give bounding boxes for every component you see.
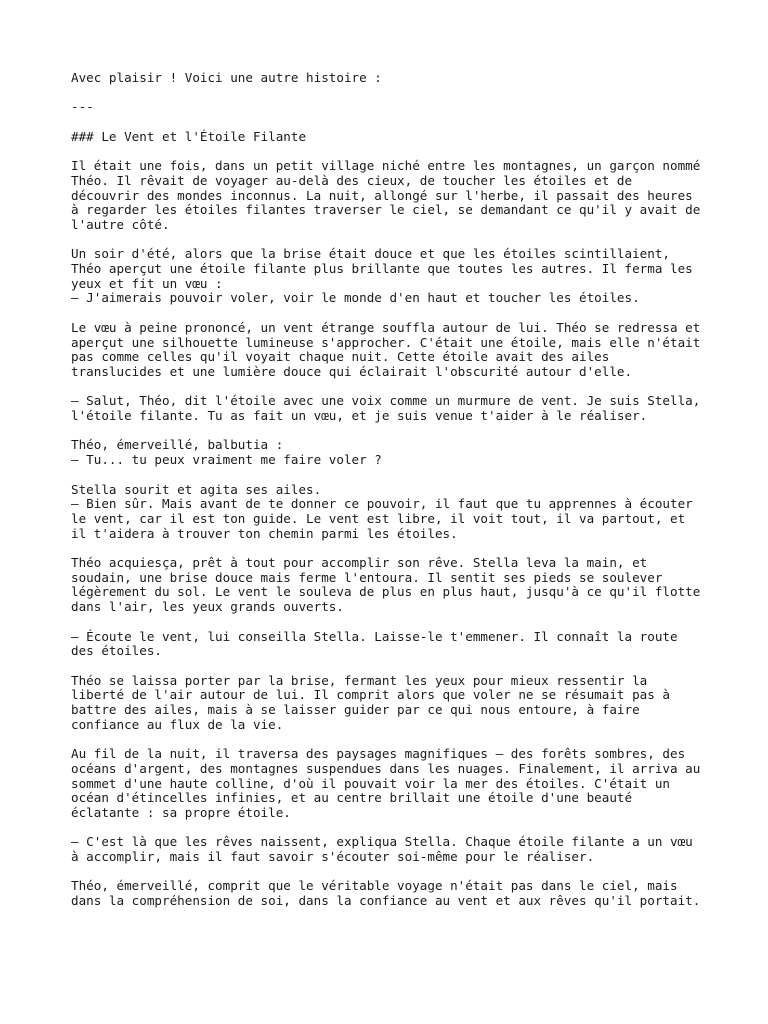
text-line: sommet d'une haute colline, d'où il pouvait voir la mer des étoiles. C'était un <box>71 775 670 791</box>
paragraph <box>71 556 731 615</box>
text-line: Théo aperçut une étoile filante plus brillante que toutes les autres. Il ferma les <box>71 261 693 277</box>
text-line: dans l'air, les yeux grands ouverts. <box>71 599 344 615</box>
text-line: à regarder les étoiles filantes traverser le ciel, se demandant ce qu'il y avait de <box>71 202 701 218</box>
text-line: il t'aidera à trouver ton chemin parmi les étoiles. <box>71 525 458 541</box>
paragraph <box>71 159 731 233</box>
text-line: éclatante : sa propre étoile. <box>71 804 291 820</box>
paragraph <box>71 394 731 423</box>
paragraph <box>71 438 731 467</box>
text-line: des étoiles. <box>71 643 162 659</box>
text-line: soudain, une brise douce mais ferme l'entoura. Il sentit ses pieds se soulever <box>71 569 663 585</box>
text-line: aperçut une silhouette lumineuse s'approcher. C'était une étoile, mais elle n'était <box>71 334 701 350</box>
paragraph <box>71 747 731 821</box>
text-line: – Bien sûr. Mais avant de te donner ce pouvoir, il faut que tu apprennes à écouter <box>71 496 693 512</box>
text-line: océan d'étincelles infinies, et au centre brillait une étoile d'une beauté <box>71 790 633 806</box>
text-line: ### Le Vent et l'Étoile Filante <box>71 128 307 144</box>
text-line: le vent, car il est ton guide. Le vent est libre, il voit tout, il va partout, et <box>71 510 686 526</box>
text-line: Il était une fois, dans un petit village niché entre les montagnes, un garçon nommé <box>71 158 701 174</box>
paragraph <box>71 321 731 380</box>
paragraph <box>71 835 731 864</box>
text-line: Théo se laissa porter par la brise, fermant les yeux pour mieux ressentir la <box>71 672 648 688</box>
text-line: --- <box>71 99 94 115</box>
text-line: découvrir des mondes inconnus. La nuit, allongé sur l'herbe, il passait des heures <box>71 187 693 203</box>
text-line: l'autre côté. <box>71 216 170 232</box>
text-line: Un soir d'été, alors que la brise était douce et que les étoiles scintillaient, <box>71 246 670 262</box>
paragraph <box>71 674 731 733</box>
text-line: légèrement du sol. Le vent le souleva de plus en plus haut, jusqu'à ce qu'il flotte <box>71 584 701 600</box>
paragraph <box>71 100 731 115</box>
text-line: – C'est là que les rêves naissent, expliqua Stella. Chaque étoile filante a un vœu <box>71 834 693 850</box>
text-line: – J'aimerais pouvoir voler, voir le monde d'en haut et toucher les étoiles. <box>71 290 640 306</box>
text-line: l'étoile filante. Tu as fait un vœu, et je suis venue t'aider à le réaliser. <box>71 408 648 424</box>
text-line: battre des ailes, mais à se laisser guider par ce qui nous entoure, à faire <box>71 702 640 718</box>
text-line: Théo. Il rêvait de voyager au-delà des cieux, de toucher les étoiles et de <box>71 172 633 188</box>
text-line: – Tu... tu peux vraiment me faire voler ? <box>71 452 382 468</box>
document-page <box>71 71 731 924</box>
text-line: dans la compréhension de soi, dans la confiance au vent et aux rêves qu'il portait. <box>71 893 701 909</box>
text-line: pas comme celles qu'il voyait chaque nuit. Cette étoile avait des ailes <box>71 349 610 365</box>
text-line: – Écoute le vent, lui conseilla Stella. Laisse-le t'emmener. Il connaît la route <box>71 628 678 644</box>
document-body <box>71 71 731 909</box>
paragraph <box>71 130 731 145</box>
paragraph <box>71 71 731 86</box>
text-line: yeux et fit un vœu : <box>71 275 223 291</box>
text-line: liberté de l'air autour de lui. Il comprit alors que voler ne se résumait pas à <box>71 687 670 703</box>
text-line: translucides et une lumière douce qui éclairait l'obscurité autour d'elle. <box>71 363 633 379</box>
paragraph <box>71 630 731 659</box>
text-line: Le vœu à peine prononcé, un vent étrange souffla autour de lui. Théo se redressa et <box>71 319 701 335</box>
paragraph <box>71 483 731 542</box>
paragraph <box>71 247 731 306</box>
text-line: Avec plaisir ! Voici une autre histoire : <box>71 70 382 85</box>
text-line: confiance au flux de la vie. <box>71 716 284 732</box>
text-line: à accomplir, mais il faut savoir s'écouter soi-même pour le réaliser. <box>71 849 595 865</box>
text-line: Au fil de la nuit, il traversa des paysages magnifiques – des forêts sombres, des <box>71 746 686 762</box>
text-line: Théo, émerveillé, comprit que le véritable voyage n'était pas dans le ciel, mais <box>71 878 678 894</box>
text-line: Théo acquiesça, prêt à tout pour accomplir son rêve. Stella leva la main, et <box>71 555 648 571</box>
text-line: Théo, émerveillé, balbutia : <box>71 437 284 453</box>
text-line: océans d'argent, des montagnes suspendues dans les nuages. Finalement, il arriva au <box>71 760 701 776</box>
paragraph <box>71 879 731 908</box>
text-line: Stella sourit et agita ses ailes. <box>71 481 322 497</box>
text-line: – Salut, Théo, dit l'étoile avec une voix comme un murmure de vent. Je suis Stella, <box>71 393 701 409</box>
